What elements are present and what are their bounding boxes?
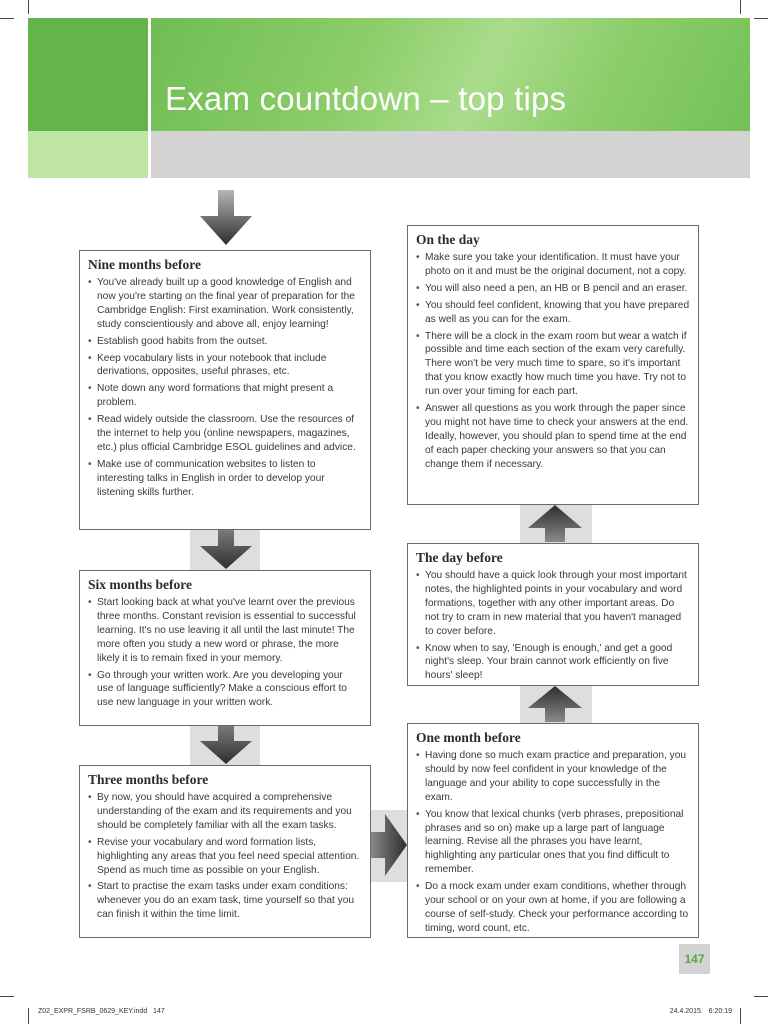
list-item	[88, 596, 362, 666]
crop-mark	[740, 0, 741, 14]
list-item-text: There will be a clock in the exam room but wear a watch if possible and time each section of the exam very carefully. There won't be very much time to spare, so it's important that you know exactly how much time you have. Try not to run over your timing for each part.	[425, 330, 687, 398]
box-heading: The day before	[416, 550, 503, 565]
page-title: Exam countdown – top tips	[165, 80, 567, 117]
crop-mark	[740, 1008, 741, 1024]
list-item	[416, 569, 690, 639]
list-item-text: You should feel confident, knowing that you have prepared as well as you can for the exam.	[425, 299, 690, 325]
list-item	[416, 749, 690, 805]
tip-list	[88, 791, 362, 922]
list-item-text: You've already built up a good knowledge of English and now you're starting on the final year of preparation for the Cambridge English: First examination. Work consistently, study conscientiously and above all, enjoy learning!	[97, 277, 355, 330]
box-heading: Six months before	[88, 577, 193, 592]
header-green-block	[28, 18, 148, 131]
box-heading: Three months before	[88, 772, 209, 787]
list-item	[88, 335, 362, 349]
box-one-month-before	[407, 723, 699, 938]
crop-mark	[28, 1008, 29, 1024]
list-item-text: You will also need a pen, an HB or B pencil and an eraser.	[425, 282, 688, 294]
header-light-block	[28, 131, 148, 178]
list-item	[88, 836, 362, 878]
tip-list	[416, 749, 690, 936]
list-item-text: Read widely outside the classroom. Use the resources of the internet to help you (online newspapers, magazines, etc.) plus official Cambridge ESOL guidelines and advice.	[97, 414, 356, 453]
list-item-text: Know when to say, 'Enough is enough,' and get a good night's sleep. Your brain cannot work efficiently on five hours' sleep!	[425, 642, 673, 682]
list-item	[88, 880, 362, 922]
tip-list	[88, 276, 362, 500]
list-item	[88, 382, 362, 410]
list-item	[88, 791, 362, 833]
header-grey-band	[151, 131, 750, 178]
list-item	[88, 276, 362, 332]
box-heading: One month before	[416, 730, 521, 745]
list-item	[416, 402, 690, 472]
list-item	[416, 808, 690, 878]
box-nine-months-before	[79, 250, 371, 530]
arrow-down-icon	[199, 726, 253, 765]
arrow-down-icon	[199, 530, 253, 570]
list-item-text: Make sure you take your identification. It must have your photo on it and must be the original document, not a copy.	[425, 252, 687, 277]
footer-timestamp: 24.4.2015. 6:20:19	[669, 1008, 732, 1015]
tip-list	[416, 569, 690, 683]
crop-mark	[754, 996, 768, 997]
arrow-up-icon	[527, 686, 583, 723]
header-divider	[148, 18, 151, 178]
list-item-text: Revise your vocabulary and word formation lists, highlighting any areas that you feel need special attention. Spend as much time as possible on your English.	[97, 836, 360, 876]
list-item-text: Answer all questions as you work through the paper since you might not have time to check your answers at the end. Ideally, however, you should plan to spend time at the end of each paper checking your answers so that you can change them if necessary.	[425, 403, 689, 470]
list-item-text: Go through your written work. Are you developing your use of language sufficiently? Make a conscious effort to use new language in your written work.	[97, 669, 347, 709]
list-item	[416, 642, 690, 684]
arrow-down-icon	[199, 190, 253, 246]
tip-list	[416, 251, 690, 472]
list-item-text: Note down any word formations that might present a problem.	[97, 383, 334, 409]
list-item-text: Start looking back at what you've learnt over the previous three months. Constant revision is essential to successful learning. It's no use leaving it all until the last minute! The more often you study a new word or phrase, the more likely it is to remain fixed in your memory.	[97, 597, 356, 664]
list-item-text: Make use of communication websites to listen to interesting talks in English in order to develop your listening skills further.	[97, 458, 325, 498]
box-heading: On the day	[416, 232, 480, 247]
list-item	[88, 413, 362, 455]
box-heading: Nine months before	[88, 257, 201, 272]
arrow-up-icon	[527, 505, 583, 543]
list-item-text: Establish good habits from the outset.	[97, 335, 268, 347]
box-on-the-day	[407, 225, 699, 505]
crop-mark	[754, 18, 768, 19]
list-item-text: Having done so much exam practice and preparation, you should by now feel confident in your knowledge of the language and your ability to cope successfully in the exam.	[425, 750, 687, 803]
box-three-months-before	[79, 765, 371, 938]
list-item	[88, 352, 362, 380]
list-item-text: By now, you should have acquired a comprehensive understanding of the exam and its requirements and you should be completely familiar with all the exam tasks.	[97, 792, 352, 831]
arrow-right-icon	[370, 812, 408, 878]
tip-list	[88, 596, 362, 710]
page-number: 147	[679, 944, 710, 974]
crop-mark	[28, 0, 29, 14]
crop-mark	[0, 18, 14, 19]
list-item	[416, 282, 690, 296]
crop-mark	[0, 996, 14, 997]
list-item	[416, 299, 690, 327]
list-item	[416, 880, 690, 936]
box-the-day-before	[407, 543, 699, 686]
list-item	[416, 330, 690, 400]
footer-file-info: Z02_EXPR_FSRB_0629_KEY.indd 147	[38, 1008, 165, 1015]
box-six-months-before	[79, 570, 371, 726]
list-item-text: You should have a quick look through your most important notes, the highlighted points in your vocabulary and word formations, together with any other important areas. Do not try to cram in new material that you haven't managed to cover before.	[425, 570, 687, 637]
list-item-text: Keep vocabulary lists in your notebook that include derivations, opposites, useful phrases, etc.	[97, 352, 327, 378]
list-item-text: You know that lexical chunks (verb phrases, prepositional phrases and so on) make up a large part of language learning. Revise all the phrases you have learnt, highlighting any particular ones that you find difficult to remember.	[425, 808, 684, 876]
list-item-text: Do a mock exam under exam conditions, whether through your school or on your own at home, if you are following a course of self-study. Check your performance according to timing, word count, etc.	[425, 881, 689, 934]
list-item	[416, 251, 690, 279]
list-item	[88, 669, 362, 711]
list-item-text: Start to practise the exam tasks under exam conditions: whenever you do an exam task, time yourself so that you can finish it within the time limit.	[97, 881, 355, 921]
list-item	[88, 458, 362, 500]
